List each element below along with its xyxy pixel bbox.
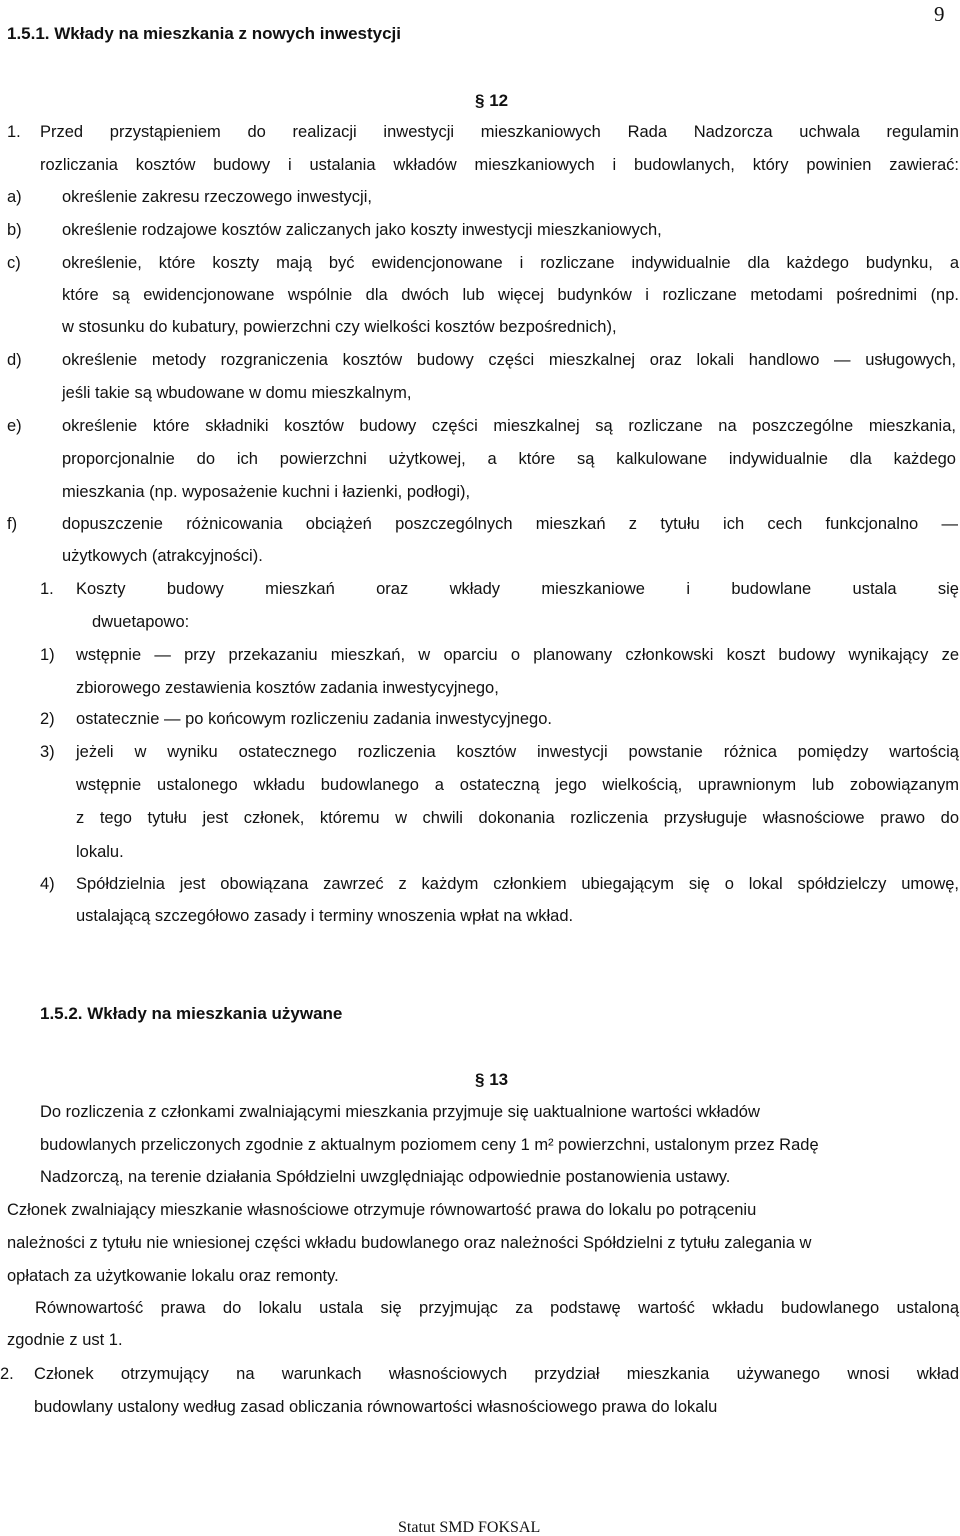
list-item-line: Spółdzielnia jest obowiązana zawrzeć z każdym członkiem ubiegającym się o lokal spółdzielczy umowę,: [76, 875, 959, 893]
list-item-line: proporcjonalnie do ich powierzchni użytkowej, a które są kalkulowane indywidualnie dla każdego: [62, 450, 956, 468]
list-label: c): [7, 254, 21, 272]
paragraph-line: rozliczania kosztów budowy i ustalania wkładów mieszkaniowych i budowlanych, który powinien zawierać:: [40, 156, 959, 174]
list-item-line: mieszkania (np. wyposażenie kuchni i łazienki, podłogi),: [62, 483, 471, 501]
list-item-line: wstępnie — przy przekazaniu mieszkań, w oparciu o planowany członkowski koszt budowy wynikający ze: [76, 646, 959, 664]
paragraph-line: Równowartość prawa do lokalu ustala się przyjmując za podstawę wartość wkładu budowlanego ustaloną: [35, 1299, 959, 1317]
list-label: 2): [40, 710, 55, 728]
paragraph-number: 13: [489, 1070, 509, 1089]
section-heading-1-5-2: 1.5.2. Wkłady na mieszkania używane: [40, 1004, 343, 1023]
list-label: f): [7, 515, 18, 533]
paragraph-line: zgodnie z ust 1.: [7, 1331, 123, 1349]
list-label: 1): [40, 646, 55, 664]
list-item-line: użytkowych (atrakcyjności).: [62, 547, 263, 565]
list-item-line: które są ewidencjonowane wspólnie dla dwóch lub więcej budynków i rozliczane metodami pośrednimi (np.: [62, 286, 959, 304]
paragraph-number: 12: [489, 91, 509, 110]
section-sign-icon: §: [475, 91, 485, 110]
list-item-line: dopuszczenie różnicowania obciążeń poszczególnych mieszkań z tytułu ich cech funkcjonalno —: [62, 515, 958, 533]
paragraph-mark-12: [475, 92, 508, 109]
list-item-line: określenie metody rozgraniczenia kosztów budowy części mieszkalnej oraz lokali handlowo — usługowych,: [62, 351, 956, 369]
list-item-line: określenie które składniki kosztów budowy części mieszkalnej są rozliczane na poszczególne mieszkania,: [62, 417, 956, 435]
paragraph-line: dwuetapowo:: [92, 613, 190, 631]
list-label: 3): [40, 743, 55, 761]
paragraph-line: należności z tytułu nie wniesionej części wkładu budowlanego oraz należności Spółdzielni z tytułu zalegania w: [7, 1234, 812, 1252]
list-item-line: lokalu.: [76, 843, 124, 861]
list-item-line: określenie zakresu rzeczowego inwestycji,: [62, 188, 372, 206]
paragraph-line: Przed przystąpieniem do realizacji inwestycji mieszkaniowych Rada Nadzorcza uchwala regulamin: [40, 123, 959, 141]
list-label: e): [7, 417, 22, 435]
list-label: a): [7, 188, 22, 206]
list-item-line: jeśli takie są wbudowane w domu mieszkalnym,: [62, 384, 412, 402]
list-item-line: wstępnie ustalonego wkładu budowlanego a ostateczną jego wielkością, uprawnionym lub zobowiązanym: [76, 776, 959, 794]
page-footer: Statut SMD FOKSAL: [398, 1519, 541, 1536]
paragraph-line: opłatach za użytkowanie lokalu oraz remonty.: [7, 1267, 339, 1285]
section-heading-1-5-1: 1.5.1. Wkłady na mieszkania z nowych inwestycji: [7, 24, 401, 43]
list-item-line: określenie, które koszty mają być ewidencjonowane i rozliczane indywidualnie dla każdego budynku, a: [62, 254, 959, 272]
section-sign-icon: §: [475, 1070, 485, 1089]
list-item-line: jeżeli w wyniku ostatecznego rozliczenia kosztów inwestycji powstanie różnica pomiędzy wartością: [76, 743, 959, 761]
paragraph-line: Do rozliczenia z członkami zwalniającymi mieszkania przyjmuje się uaktualnione wartości wkładów: [40, 1103, 760, 1121]
page-number: 9: [934, 2, 945, 26]
paragraph-line: budowlany ustalony według zasad obliczania równowartości własnościowego prawa do lokalu: [34, 1398, 718, 1416]
list-label: 4): [40, 875, 55, 893]
paragraph-line: Członek otrzymujący na warunkach własnościowych przydział mieszkania używanego wnosi wkład: [34, 1365, 959, 1383]
list-label: b): [7, 221, 22, 239]
list-item-line: w stosunku do kubatury, powierzchni czy wielkości kosztów bezpośrednich),: [62, 318, 617, 336]
list-item-line: z tego tytułu jest członek, któremu w chwili dokonania rozliczenia przysługuje własnościowe prawo do: [76, 809, 959, 827]
list-item-line: ustalającą szczegółowo zasady i terminy wnoszenia wpłat na wkład.: [76, 907, 574, 925]
list-label: d): [7, 351, 22, 369]
list-item-line: ostatecznie — po końcowym rozliczeniu zadania inwestycyjnego.: [76, 710, 552, 728]
paragraph-line: budowlanych przeliczonych zgodnie z aktualnym poziomem ceny 1 m² powierzchni, ustalonym przez Radę: [40, 1136, 819, 1154]
paragraph-line: Nadzorczą, na terenie działania Spółdzielni uwzględniając odpowiednie postanowienia ustawy.: [40, 1168, 731, 1186]
list-number: 1.: [40, 580, 54, 598]
list-number: 2.: [0, 1365, 14, 1383]
list-item-line: określenie rodzajowe kosztów zaliczanych jako koszty inwestycji mieszkaniowych,: [62, 221, 662, 239]
paragraph-line: Koszty budowy mieszkań oraz wkłady mieszkaniowe i budowlane ustala się: [76, 580, 959, 598]
list-item-line: zbiorowego zestawienia kosztów zadania inwestycyjnego,: [76, 679, 499, 697]
list-number: 1.: [7, 123, 21, 141]
paragraph-mark-13: [475, 1071, 508, 1088]
paragraph-line: Członek zwalniający mieszkanie własnościowe otrzymuje równowartość prawa do lokalu po potrąceniu: [7, 1201, 757, 1219]
